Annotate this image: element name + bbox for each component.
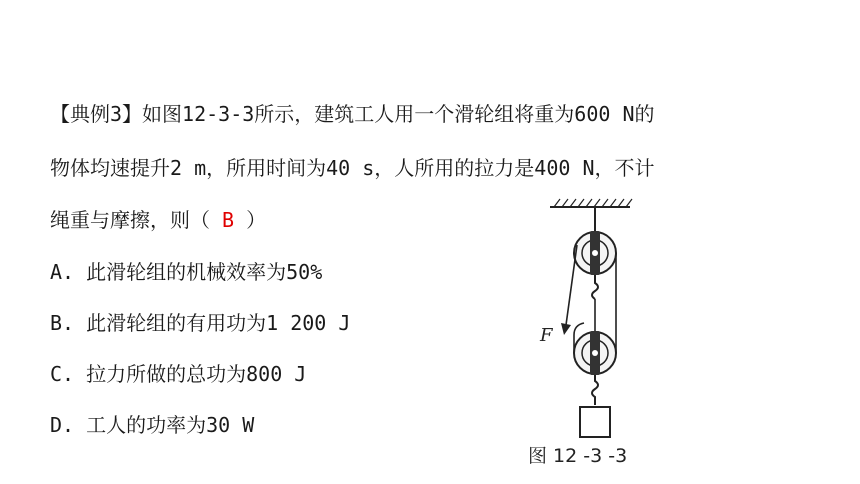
option-b: B. 此滑轮组的有用功为1 200 J	[50, 311, 351, 335]
weight-block	[580, 407, 610, 437]
question-line-2: 物体均速提升2 m，所用时间为40 s，人所用的拉力是400 N，不计	[50, 156, 655, 180]
option-d: D. 工人的功率为30 W	[50, 413, 255, 437]
option-c: C. 拉力所做的总功为800 J	[50, 362, 307, 386]
fixed-pulley	[574, 231, 616, 275]
movable-pulley	[574, 331, 616, 375]
question-line-3	[50, 206, 266, 234]
ceiling	[550, 199, 632, 207]
answer-text: B	[222, 208, 235, 232]
force-label: F	[540, 325, 553, 346]
question-line-1: 【典例3】如图12-3-3所示，建筑工人用一个滑轮组将重为600 N的	[50, 102, 655, 126]
question-line-3-suffix: ）	[234, 208, 267, 232]
option-a: A. 此滑轮组的机械效率为50%	[50, 260, 323, 284]
figure-caption: 图 12 -3 -3	[528, 445, 628, 467]
question-line-3-prefix: 绳重与摩擦，则（	[50, 208, 223, 232]
